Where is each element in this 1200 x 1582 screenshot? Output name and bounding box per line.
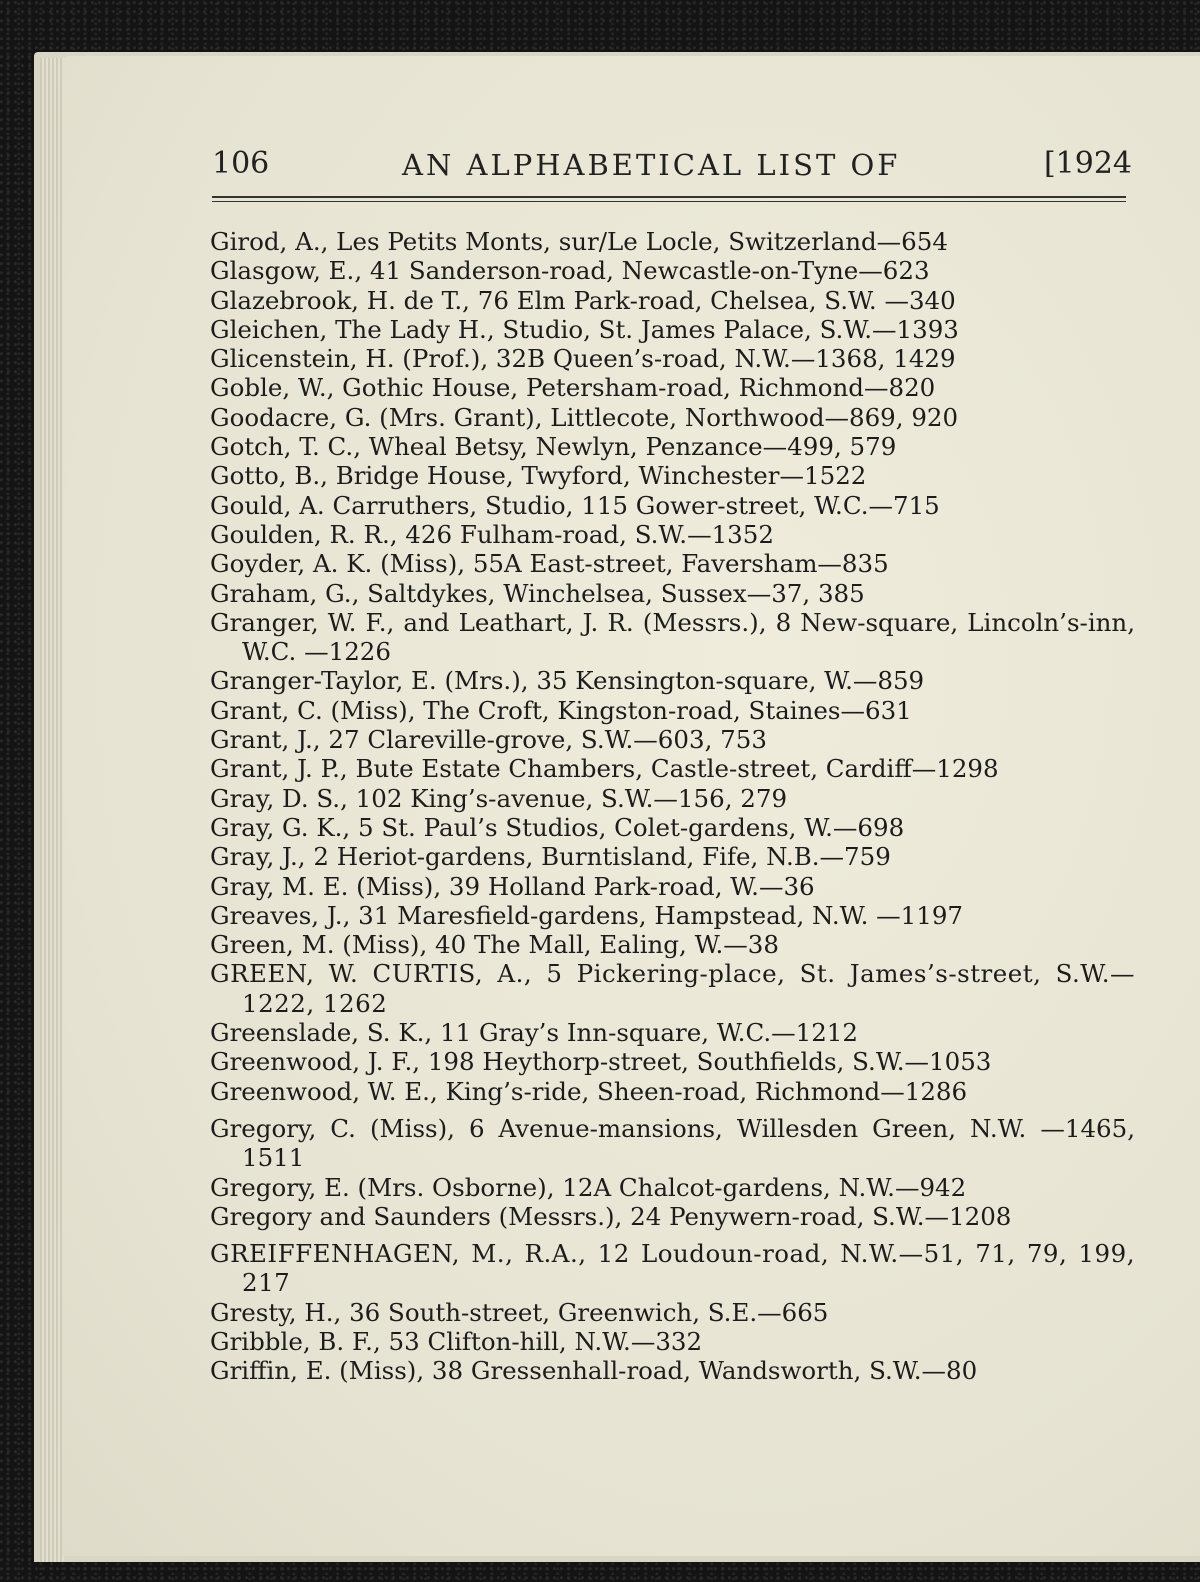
list-item: Gotch, T. C., Wheal Betsy, Newlyn, Penzance—499, 579 — [210, 432, 897, 462]
year-marker: [1924 — [1043, 146, 1132, 181]
list-item: Glicenstein, H. (Prof.), 32B Queen’s-road, N.W.—1368, 1429 — [210, 344, 956, 374]
list-item: Greenwood, J. F., 198 Heythorp-street, Southfields, S.W.—1053 — [210, 1047, 992, 1077]
list-item: Goulden, R. R., 426 Fulham-road, S.W.—1352 — [210, 519, 774, 549]
list-item: Granger-Taylor, E. (Mrs.), 35 Kensington-square, W.—859 — [210, 666, 925, 696]
list-item: Gregory, E. (Mrs. Osborne), 12A Chalcot-gardens, N.W.—942 — [210, 1172, 967, 1202]
list-item: Goodacre, G. (Mrs. Grant), Littlecote, Northwood—869, 920 — [210, 402, 959, 432]
list-item: Greenwood, W. E., King’s-ride, Sheen-road, Richmond—1286 — [210, 1076, 968, 1106]
page-header — [212, 140, 1132, 190]
list-item: Girod, A., Les Petits Monts, sur/Le Locle, Switzerland—654 — [210, 227, 948, 256]
list-item: Grant, J. P., Bute Estate Chambers, Castle-street, Cardiff—1298 — [210, 754, 999, 784]
list-item: Glazebrook, H. de T., 76 Elm Park-road, Chelsea, S.W. —340 — [210, 285, 956, 315]
list-item: Gregory, C. (Miss), 6 Avenue-mansions, Willesden Green, N.W. —1465, 1511 — [210, 1113, 1135, 1173]
list-item: Gray, D. S., 102 King’s-avenue, S.W.—156, 279 — [210, 783, 788, 813]
list-item: Gleichen, The Lady H., Studio, St. James Palace, S.W.—1393 — [210, 314, 959, 344]
directory-list — [210, 227, 1135, 1386]
list-item: Greenslade, S. K., 11 Gray’s Inn-square, W.C.—1212 — [210, 1018, 858, 1048]
list-item: Graham, G., Saltdykes, Winchelsea, Sussex—37, 385 — [210, 578, 865, 608]
list-item: Glasgow, E., 41 Sanderson-road, Newcastle-on-Tyne—623 — [210, 256, 930, 286]
list-item: Gotto, B., Bridge House, Twyford, Winchester—1522 — [210, 461, 867, 491]
list-item: Granger, W. F., and Leathart, J. R. (Messrs.), 8 New-square, Lincoln’s-inn, W.C. —1226 — [210, 607, 1135, 667]
list-item: Griffin, E. (Miss), 38 Gressenhall-road, Wandsworth, S.W.—80 — [210, 1356, 978, 1386]
list-item: Grant, J., 27 Clareville-grove, S.W.—603, 753 — [210, 725, 767, 755]
list-item: Goble, W., Gothic House, Petersham-road, Richmond—820 — [210, 373, 936, 403]
list-item: Gribble, B. F., 53 Clifton-hill, N.W.—332 — [210, 1326, 703, 1356]
list-item: Green, M. (Miss), 40 The Mall, Ealing, W.—38 — [210, 930, 779, 960]
list-item: Gresty, H., 36 South-street, Greenwich, S.E.—665 — [210, 1297, 829, 1327]
list-item: GREIFFENHAGEN, M., R.A., 12 Loudoun-road, N.W.—51, 71, 79, 199, 217 — [210, 1239, 1135, 1298]
list-item: Gray, M. E. (Miss), 39 Holland Park-road, W.—36 — [210, 871, 815, 901]
list-item: Gould, A. Carruthers, Studio, 115 Gower-street, W.C.—715 — [210, 490, 940, 520]
list-item: GREEN, W. CURTIS, A., 5 Pickering-place, St. James’s-street, S.W.—1222, 1262 — [210, 959, 1135, 1018]
list-item: Goyder, A. K. (Miss), 55A East-street, Faversham—835 — [210, 549, 889, 579]
page-number: 106 — [212, 146, 270, 181]
list-item: Gray, G. K., 5 St. Paul’s Studios, Colet-gardens, W.—698 — [210, 812, 905, 842]
list-item: Greaves, J., 31 Maresfield-gardens, Hampstead, N.W. —1197 — [210, 900, 964, 930]
list-item: Gray, J., 2 Heriot-gardens, Burntisland, Fife, N.B.—759 — [210, 842, 891, 872]
running-title: AN ALPHABETICAL LIST OF — [402, 148, 901, 182]
list-item: Gregory and Saunders (Messrs.), 24 Penywern-road, S.W.—1208 — [210, 1201, 1012, 1231]
header-rule — [212, 196, 1126, 202]
list-item: Grant, C. (Miss), The Croft, Kingston-road, Staines—631 — [210, 695, 912, 725]
